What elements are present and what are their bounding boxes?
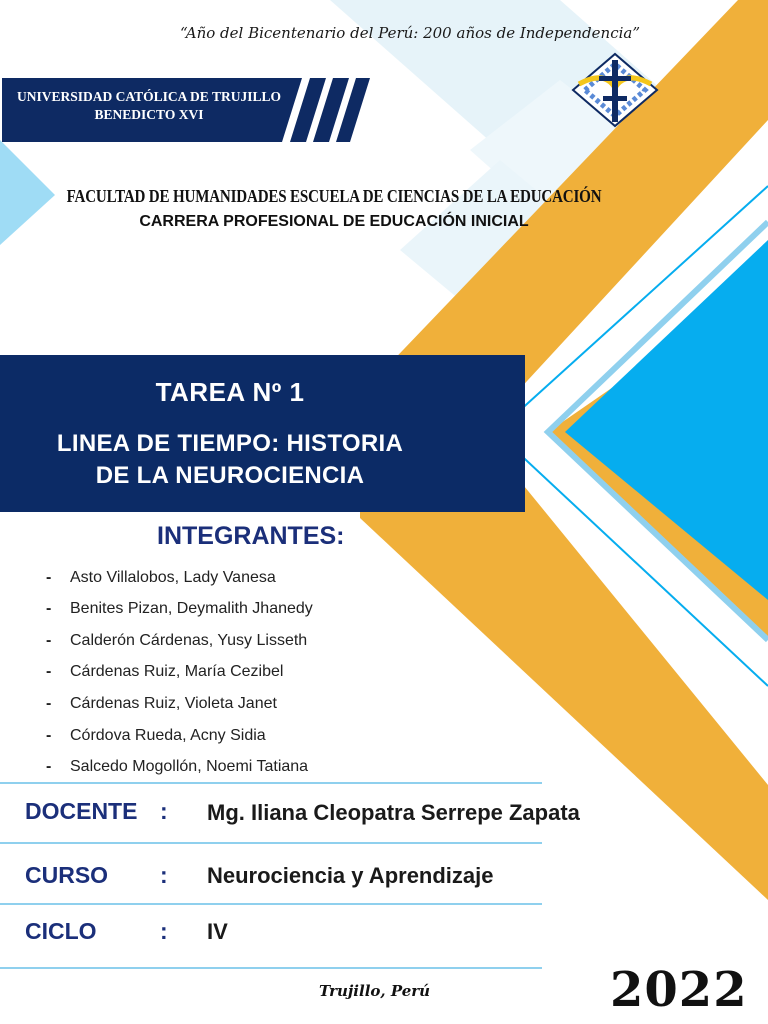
docente-colon: : — [160, 798, 168, 824]
ciclo-colon: : — [160, 918, 168, 944]
curso-value: Neurociencia y Aprendizaje — [207, 863, 494, 888]
bicentennial-motto: “Año del Bicentenario del Perú: 200 años de Independencia” — [180, 24, 640, 42]
member-name: Salcedo Mogollón, Noemi Tatiana — [70, 758, 309, 775]
university-name-line1: UNIVERSIDAD CATÓLICA DE TRUJILLO — [17, 89, 281, 104]
location-text: Trujillo, Perú — [319, 982, 431, 1000]
bullet-dash: - — [46, 569, 52, 586]
member-item — [46, 727, 266, 751]
docente-value: Mg. Iliana Cleopatra Serrepe Zapata — [207, 800, 580, 825]
assignment-title: TAREA Nº 1 — [155, 377, 305, 407]
bullet-dash: - — [46, 695, 52, 712]
curso-label: CURSO — [25, 862, 109, 888]
year-text: 2022 — [610, 962, 748, 1018]
university-name-line2: BENEDICTO XVI — [94, 107, 204, 122]
member-name: Calderón Cárdenas, Yusy Lisseth — [70, 632, 308, 649]
member-name: Cárdenas Ruiz, Violeta Janet — [70, 695, 277, 712]
assignment-subtitle — [0, 428, 460, 492]
university-name — [4, 88, 294, 124]
ciclo-label: CICLO — [25, 918, 97, 944]
member-item — [46, 695, 277, 719]
bullet-dash: - — [46, 632, 52, 649]
member-name: Córdova Rueda, Acny Sidia — [70, 727, 266, 744]
member-name: Asto Villalobos, Lady Vanesa — [70, 569, 276, 586]
career-title: CARRERA PROFESIONAL DE EDUCACIÓN INICIAL — [139, 213, 529, 230]
docente-label: DOCENTE — [25, 798, 138, 824]
member-name: Cárdenas Ruiz, María Cezibel — [70, 663, 284, 680]
member-item — [46, 600, 313, 624]
divider-line — [0, 782, 542, 784]
divider-line — [0, 903, 542, 905]
divider-line — [0, 967, 542, 969]
assignment-subtitle-line2: DE LA NEUROCIENCIA — [95, 462, 365, 489]
member-item — [46, 632, 307, 656]
member-item — [46, 663, 283, 687]
ciclo-value: IV — [207, 919, 228, 944]
members-heading: INTEGRANTES: — [157, 522, 345, 550]
faculty-title: FACULTAD DE HUMANIDADES ESCUELA DE CIENCIAS DE LA EDUCACIÓN — [66, 186, 602, 206]
bullet-dash: - — [46, 727, 52, 744]
curso-colon: : — [160, 862, 168, 888]
member-name: Benites Pizan, Deymalith Jhanedy — [70, 600, 313, 617]
divider-line — [0, 842, 542, 844]
member-item — [46, 758, 308, 782]
bullet-dash: - — [46, 758, 52, 775]
bullet-dash: - — [46, 600, 52, 617]
member-item — [46, 569, 276, 593]
bullet-dash: - — [46, 663, 52, 680]
assignment-subtitle-line1: LINEA DE TIEMPO: HISTORIA — [56, 430, 404, 457]
